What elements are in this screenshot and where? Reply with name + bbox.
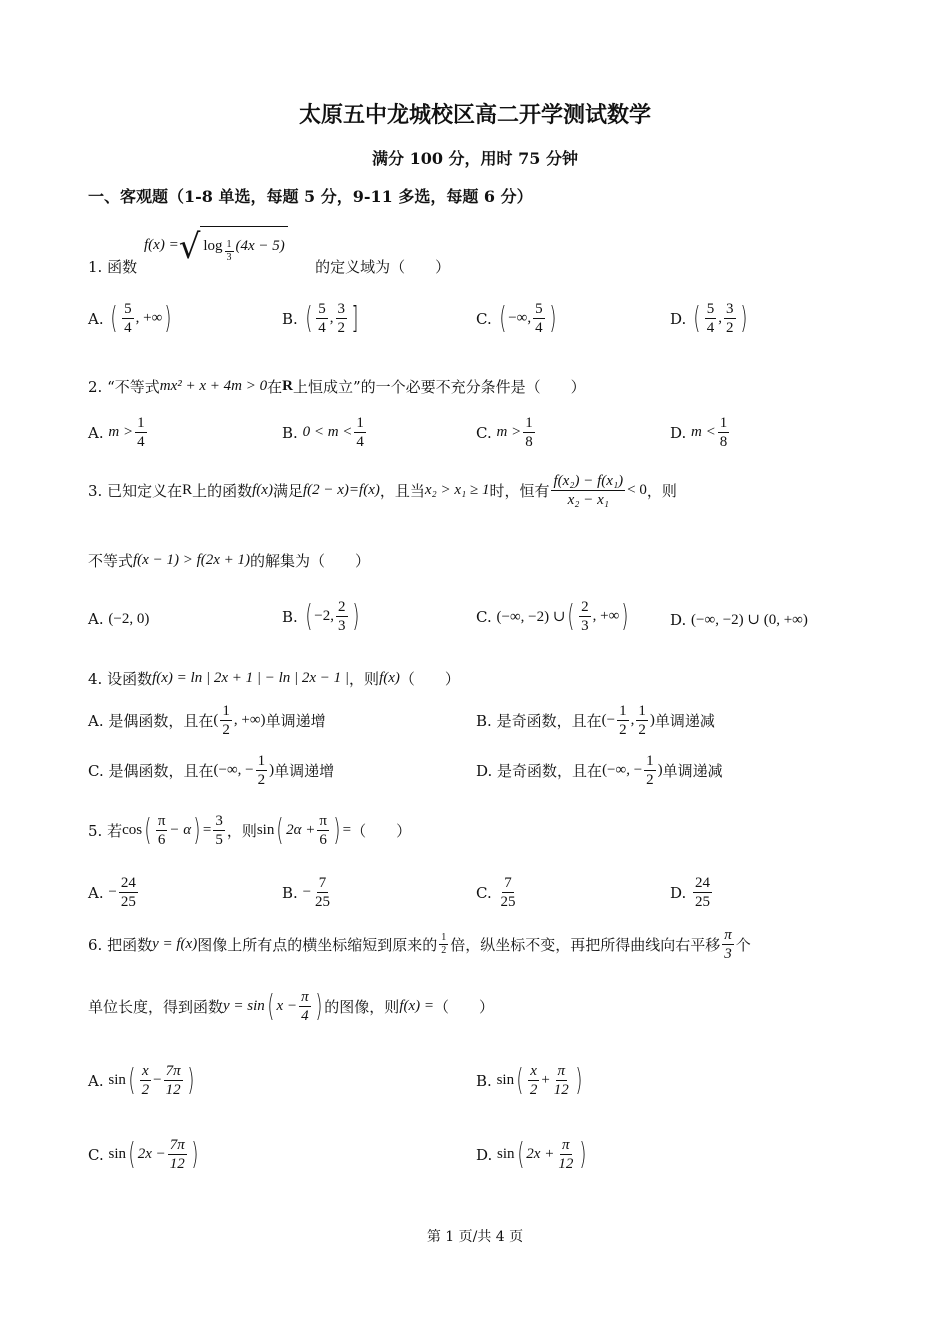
q6-fx-eq: f(x) = [399, 998, 434, 1014]
option-pre: (−∞, −2) ∪ [496, 609, 566, 625]
option-label: D. [476, 1145, 493, 1164]
option-label: C. [88, 1145, 104, 1164]
option-label: B. [282, 423, 298, 442]
frac-num: x [142, 1063, 149, 1079]
option-pre: m > [496, 424, 522, 440]
frac-den: 3 [724, 946, 732, 962]
q1-option-b[interactable]: B. ( $\frac{5}{4}$ , $\frac{3}{2}$ ] [282, 300, 359, 336]
option-text-a: 是偶函数，且在 [108, 762, 214, 780]
q6-expr: y = f(x) [152, 936, 198, 952]
frac-den: 5 [215, 832, 223, 848]
frac-num: 1 [619, 703, 627, 719]
q6-stem-line2: 单位长度，得到函数 y = sin ( x − $\frac{\pi}{4}$ ) 的图像，则 f(x) = （ ） [88, 988, 495, 1024]
option-sign: − [302, 884, 312, 900]
q1-stem [88, 256, 862, 277]
option-label: B. [282, 309, 298, 328]
option-label: B. [476, 1071, 492, 1090]
q5-text-a: 5. 若 [88, 822, 123, 840]
paren: ( [304, 300, 312, 336]
frac-den: 25 [120, 894, 136, 910]
frac-den: 2 [222, 722, 230, 738]
interval-first: −∞, [508, 310, 532, 326]
paren: ) [739, 300, 747, 336]
q2-text-a: 2. “不等式 [88, 378, 160, 396]
option-op: + [541, 1072, 550, 1088]
q1-sqrt: √ log $\frac{1}{3}$ (4x − 5) [179, 226, 288, 264]
q3-r: R [182, 482, 193, 498]
option-op: − [153, 1072, 162, 1088]
q3-option-d[interactable] [670, 610, 808, 629]
frac-num: 24 [120, 875, 136, 891]
q5-option-a[interactable] [88, 874, 140, 911]
option-label: C. [476, 423, 492, 442]
q5-option-d[interactable] [670, 874, 714, 911]
option-label: B. [282, 607, 298, 626]
option-label: D. [670, 610, 687, 629]
frac-den: 2 [337, 320, 346, 336]
frac-num: 3 [726, 301, 734, 317]
q5-text-c: （ ） [351, 822, 412, 840]
q3-option-a[interactable] [88, 610, 149, 628]
interval-pre: (−∞, − [602, 762, 643, 778]
q6-line2-c: （ ） [434, 998, 495, 1016]
option-label: C. [476, 309, 492, 328]
frac-num: 1 [257, 753, 266, 769]
frac-den: 25 [695, 894, 711, 910]
option-label: A. [88, 309, 104, 328]
frac-num: 5 [124, 301, 132, 317]
paren: ( [693, 300, 701, 336]
q2-expr: mx² + x + 4m > 0 [159, 378, 268, 394]
frac-num: 1 [441, 932, 447, 943]
interval-rest: , +∞ [135, 310, 163, 326]
frac-den: 4 [318, 320, 326, 336]
q4-expr: f(x) = ln | 2x + 1 | − ln | 2x − 1 | [152, 670, 350, 686]
frac-den: 2 [529, 1082, 538, 1098]
q5-sin: sin [256, 822, 275, 838]
option-text-b: 单调递增 [265, 712, 326, 730]
q1-arg: (4x − 5) [235, 238, 285, 254]
q2-bold-r: R [282, 378, 293, 394]
option-label: B. [282, 883, 298, 902]
q4-text-a: 4. 设函数 [88, 670, 153, 688]
frac-den: 3 [338, 618, 346, 634]
q3-line2-b: 的解集为（ ） [250, 552, 371, 570]
option-text: (−2, 0) [108, 610, 150, 627]
q6-y-sin: y = sin [223, 998, 265, 1014]
frac-num: π [319, 813, 327, 829]
frac-num: 1 [137, 415, 145, 431]
option-text-b: 单调递减 [654, 712, 715, 730]
paren: ) [164, 300, 172, 336]
frac-num: 1 [646, 753, 654, 769]
q6-option-b[interactable]: B. sin ( $\frac{x}{2}$ + $\frac{\pi}{12}$ ) [476, 1062, 583, 1098]
q3-ineq: f(x − 1) > f(2x + 1) [133, 552, 251, 568]
frac-den: 12 [165, 1082, 181, 1098]
q6-option-c[interactable]: C. sin ( 2x − $\frac{7\pi}{12}$ ) [88, 1136, 199, 1172]
q3-eq: f(2 − x)=f(x) [302, 482, 380, 498]
paren: ( [110, 300, 118, 336]
frac-den: 25 [500, 894, 516, 910]
q6-text-b: 图像上所有点的横坐标缩短到原来的 [197, 936, 438, 954]
frac-den: x₂ − x₁ [567, 492, 610, 508]
q6-line2-b: 的图像，则 [324, 998, 400, 1016]
option-pre: 2x + [526, 1146, 555, 1162]
interval-pre: ( [213, 712, 219, 728]
frac-den: 2 [726, 320, 734, 336]
frac-den: 12 [553, 1082, 569, 1098]
frac-den: 4 [137, 434, 145, 450]
q3-text-e: 时，恒有 [489, 482, 550, 500]
section-heading: 一、客观题（1-8 单选，每题 5 分，9-11 多选，每题 6 分） [88, 187, 533, 206]
q4-option-a[interactable] [88, 702, 326, 739]
q6-stem-line1 [88, 926, 862, 963]
option-label: A. [88, 1071, 104, 1090]
frac-den: 2 [619, 722, 627, 738]
option-label: D. [670, 883, 687, 902]
q4-fx: f(x) [379, 670, 400, 686]
q5-cos: cos [122, 822, 143, 838]
q1-base-num: 1 [226, 239, 232, 250]
frac-num: 1 [638, 703, 646, 719]
frac-num: 5 [706, 301, 715, 317]
q4-option-d[interactable] [476, 752, 723, 789]
q1-log: log [203, 238, 223, 254]
option-pre: 2x − [137, 1146, 166, 1162]
frac-num: x [530, 1063, 537, 1079]
frac-num: 1 [525, 415, 533, 431]
frac-num: 3 [337, 301, 346, 317]
frac-num: f(x₂) − f(x₁) [553, 473, 624, 489]
interval-post: ) [269, 762, 275, 778]
interval-post: ) [649, 712, 655, 728]
frac-num: π [157, 813, 166, 829]
frac-num: 5 [318, 301, 326, 317]
frac-den: 12 [558, 1156, 574, 1172]
option-label: C. [476, 883, 492, 902]
q6-x-minus: x − [276, 998, 298, 1014]
q1-option-c[interactable] [476, 300, 558, 337]
q3-tail: < 0 [627, 482, 647, 498]
option-sign: − [108, 884, 117, 900]
q1-suffix: 的定义域为（ ） [315, 258, 451, 276]
frac-den: 4 [706, 320, 715, 336]
option-label: B. [476, 711, 492, 730]
frac-num: 7 [504, 875, 512, 891]
option-pre: 0 < m < [302, 424, 353, 440]
q3-cond: x₂ > x₁ ≥ 1 [424, 482, 490, 498]
option-label: A. [88, 610, 104, 628]
q5-minus-alpha: − α [169, 822, 192, 838]
q6-text-d: 个 [735, 936, 751, 954]
frac-num: 7 [318, 875, 327, 891]
frac-den: 8 [525, 434, 533, 450]
frac-num: 2 [581, 599, 589, 615]
option-sin: sin [497, 1146, 515, 1162]
frac-den: 4 [301, 1008, 309, 1024]
option-post: , +∞ [592, 608, 620, 624]
q5-eq2: = [342, 822, 352, 838]
q3-stem-line2 [88, 550, 862, 571]
option-text-b: 单调递增 [274, 762, 335, 780]
q4-option-c[interactable] [88, 752, 334, 789]
frac-num: 7π [169, 1137, 185, 1153]
frac-den: 4 [356, 434, 364, 450]
frac-den: 4 [535, 320, 543, 336]
frac-den: 2 [638, 722, 646, 738]
option-text-a: 是奇函数，且在 [496, 712, 602, 730]
option-label: A. [88, 711, 104, 730]
q2-option-d[interactable] [670, 414, 731, 451]
q6-text-a: 6. 把函数 [88, 936, 153, 954]
q5-eq: = [202, 822, 212, 838]
frac-den: 2 [141, 1082, 150, 1098]
frac-num: 3 [215, 813, 223, 829]
q2-option-c[interactable] [476, 414, 537, 451]
option-text-a: 是奇函数，且在 [497, 762, 603, 780]
q5-text-b: ，则 [226, 822, 257, 840]
paren: ) [548, 300, 556, 336]
frac-den: 6 [157, 832, 166, 848]
frac-num: 5 [535, 301, 543, 317]
option-sin: sin [108, 1072, 126, 1088]
q5-option-b[interactable] [282, 874, 334, 911]
frac-num: π [557, 1063, 566, 1079]
frac-den: 3 [581, 618, 589, 634]
frac-den: 2 [441, 945, 447, 956]
option-label: A. [88, 883, 104, 902]
q3-text-d: ，且当 [379, 482, 425, 500]
q4-text-c: （ ） [399, 670, 460, 688]
q1-func: f(x) = [144, 236, 179, 253]
option-text: (−∞, −2) ∪ (0, +∞) [691, 612, 808, 628]
frac-den: 6 [319, 832, 327, 848]
q2-text-b: 在 [267, 378, 283, 396]
q3-option-c[interactable]: C. (−∞, −2) ∪ ( $\frac{2}{3}$ , +∞ ) [476, 598, 629, 634]
q2-option-a[interactable] [88, 414, 149, 451]
page-subtitle: 满分 100 分，用时 75 分钟 [372, 149, 578, 168]
q5-stem: 5. 若 cos ( $\frac{\pi}{6}$ − α ) = $\frac{3}{5}$ ，则 sin ( 2α + $\frac{\pi}{6}$ ) = （ ） [88, 812, 412, 848]
interval-post: ) [657, 762, 663, 778]
page-footer: 第 1 页/共 4 页 [426, 1229, 524, 1245]
option-text-a: 是偶函数，且在 [108, 712, 214, 730]
page-title: 太原五中龙城校区高二开学测试数学 [298, 102, 651, 128]
paren: ( [498, 300, 506, 336]
q6-option-a[interactable]: A. sin ( $\frac{x}{2}$ − $\frac{7\pi}{12}$ ) [88, 1062, 194, 1098]
q6-line2-a: 单位长度，得到函数 [88, 998, 224, 1016]
q3-text-b: 上的函数 [192, 482, 253, 500]
frac-num: 1 [222, 703, 230, 719]
q6-option-d[interactable]: D. sin ( 2x + $\frac{\pi}{12}$ ) [476, 1136, 587, 1172]
q4-stem [88, 668, 862, 689]
frac-num: π [301, 989, 309, 1005]
interval-mid: , [630, 712, 635, 728]
frac-num: 7π [165, 1063, 181, 1079]
interval-pre: (−∞, − [213, 762, 254, 778]
frac-num: π [562, 1137, 570, 1153]
frac-num: 24 [695, 875, 711, 891]
q6-text-c: 倍，纵坐标不变，再把所得曲线向右平移 [450, 936, 721, 954]
q1-prefix: 1. 函数 [88, 258, 138, 276]
option-label: A. [88, 423, 104, 442]
q3-text-f: ，则 [646, 482, 677, 500]
q3-fx: f(x) [252, 482, 273, 498]
q2-option-b[interactable] [282, 414, 368, 451]
option-label: C. [476, 607, 492, 626]
frac-num: 2 [338, 599, 346, 615]
option-text-b: 单调递减 [662, 762, 723, 780]
q3-option-b[interactable]: B. ( −2, $\frac{2}{3}$ ) [282, 598, 359, 634]
q5-option-c[interactable] [476, 874, 520, 911]
option-sin: sin [496, 1072, 515, 1088]
q4-option-b[interactable] [476, 702, 715, 739]
interval-post: , +∞) [233, 712, 266, 728]
option-sin: sin [108, 1146, 127, 1162]
option-label: C. [88, 761, 104, 780]
q3-text-c: 满足 [272, 482, 303, 500]
frac-den: 4 [124, 320, 132, 336]
q3-line2-a: 不等式 [88, 552, 134, 570]
option-label: D. [670, 309, 687, 328]
frac-num: 1 [719, 415, 728, 431]
q4-text-b: ，则 [349, 670, 380, 688]
q2-text-c: 上恒成立”的一个必要不充分条件是（ ） [292, 378, 586, 396]
q1-option-a[interactable] [88, 300, 174, 337]
frac-den: 25 [315, 894, 331, 910]
option-pre: −2, [314, 608, 335, 624]
q1-option-d[interactable]: D. ( $\frac{5}{4}$ , $\frac{3}{2}$ ) [670, 300, 747, 336]
option-pre: m < [691, 424, 716, 440]
frac-den: 2 [257, 772, 266, 788]
bracket: ] [351, 300, 359, 336]
q3-text-a: 3. 已知定义在 [88, 482, 183, 500]
interval-pre: (− [601, 712, 616, 728]
q5-two-alpha: 2α + [286, 822, 316, 838]
frac-num: 1 [356, 415, 364, 431]
frac-num: π [724, 927, 732, 943]
q3-stem-line1 [88, 472, 862, 509]
frac-den: 8 [719, 434, 728, 450]
q1-base-den: 3 [226, 252, 232, 263]
frac-den: 12 [169, 1156, 185, 1172]
option-label: D. [670, 423, 687, 442]
frac-den: 2 [646, 772, 654, 788]
q2-stem [88, 376, 862, 397]
option-pre: m > [108, 424, 134, 440]
option-label: D. [476, 761, 493, 780]
